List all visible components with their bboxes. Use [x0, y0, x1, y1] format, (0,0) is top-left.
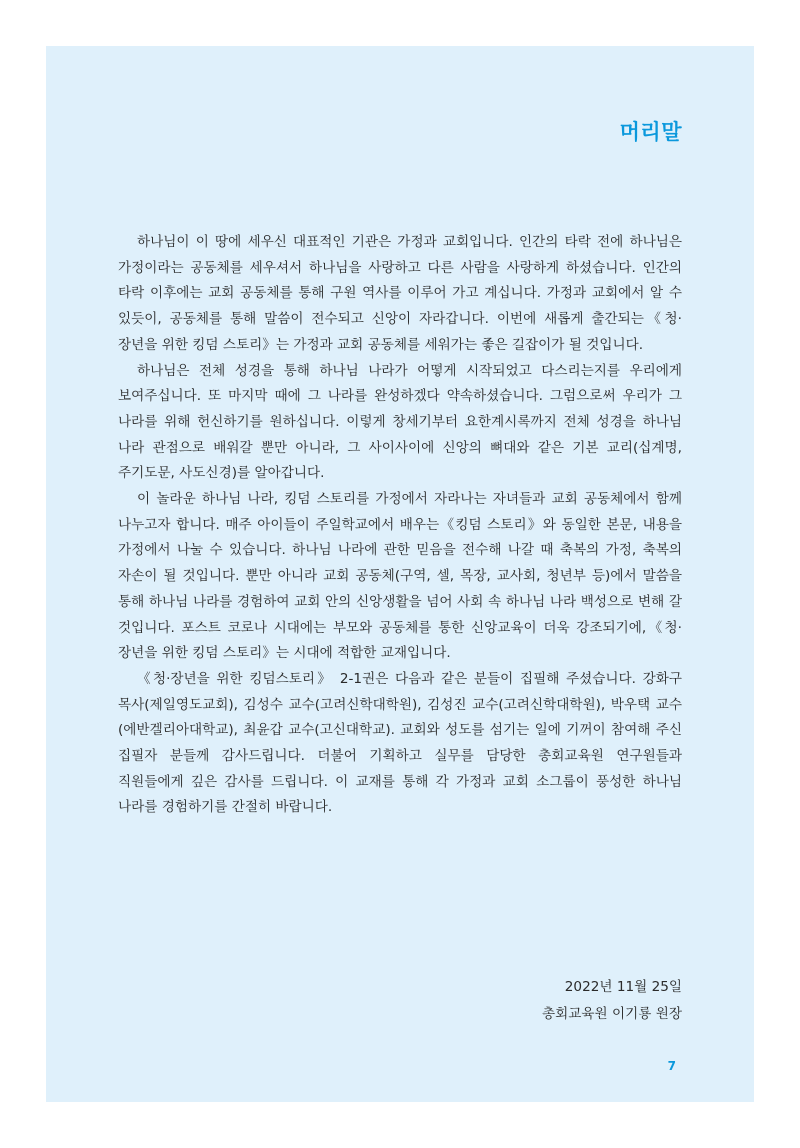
signature-block	[542, 974, 682, 1028]
paragraph-1: 하나님이 이 땅에 세우신 대표적인 기관은 가정과 교회입니다. 인간의 타락 전에 하나님은 가정이라는 공동체를 세우셔서 하나님을 사랑하고 다른 사람을 사랑하게 하셨습니다. 인간의 타락 이후에는 교회 공동체를 통해 구원 역사를 이루어 가고 계십니다. 가정과 교회에서 알 수 있듯이, 공동체를 통해 말씀이 전수되고 신앙이 자라갑니다. 이번에 새롭게 출간되는《청·장년을 위한 킹덤 스토리》는 가정과 교회 공동체를 세워가는 좋은 길잡이가 될 것입니다.	[118, 234, 682, 353]
signature-line: 총회교육원 이기룡 원장	[542, 1006, 682, 1022]
paragraph-4: 《청·장년을 위한 킹덤스토리》 2-1권은 다음과 같은 분들이 집필해 주셨습니다. 강화구 목사(제일영도교회), 김성수 교수(고려신학대학원), 김성진 교수(고려신학대학원), 박우택 교수(에반겔리아대학교), 최윤갑 교수(고신대학교). 교회와 성도를 섬기는 일에 기꺼이 참여해 주신 집필자 분들께 감사드립니다. 더불어 기획하고 실무를 담당한 총회교육원 연구원들과 직원들에게 깊은 감사를 드립니다. 이 교재를 통해 각 가정과 교회 소그룹이 풍성한 하나님 나라를 경험하기를 간절히 바랍니다.	[118, 670, 682, 816]
page-panel	[46, 46, 754, 1102]
paragraph-3: 이 놀라운 하나님 나라, 킹덤 스토리를 가정에서 자라나는 자녀들과 교회 공동체에서 함께 나누고자 합니다. 매주 아이들이 주일학교에서 배우는《킹덤 스토리》와 동일한 본문, 내용을 가정에서 나눌 수 있습니다. 하나님 나라에 관한 믿음을 전수해 나갈 때 축복의 가정, 축복의 자손이 될 것입니다. 뿐만 아니라 교회 공동체(구역, 셀, 목장, 교사회, 청년부 등)에서 말씀을 통해 하나님 나라를 경험하여 교회 안의 신앙생활을 넘어 사회 속 하나님 나라 백성으로 변해 갈 것입니다. 포스트 코로나 시대에는 부모와 공동체를 통한 신앙교육이 더욱 강조되기에,《청·장년을 위한 킹덤 스토리》는 시대에 적합한 교재입니다.	[118, 491, 682, 662]
date-line: 2022년 11월 25일	[564, 979, 682, 995]
preface-body	[118, 230, 682, 821]
paragraph-2: 하나님은 전체 성경을 통해 하나님 나라가 어떻게 시작되었고 다스리는지를 우리에게 보여주십니다. 또 마지막 때에 그 나라를 완성하겠다 약속하셨습니다. 그럼으로써 우리가 그 나라를 위해 헌신하기를 원하십니다. 이렇게 창세기부터 요한계시록까지 전체 성경을 하나님 나라 관점으로 배워갈 뿐만 아니라, 그 사이사이에 신앙의 뼈대와 같은 기본 교리(십계명, 주기도문, 사도신경)를 알아갑니다.	[118, 362, 682, 482]
page-title: 머리말	[619, 120, 682, 144]
page-number: 7	[667, 1059, 676, 1073]
